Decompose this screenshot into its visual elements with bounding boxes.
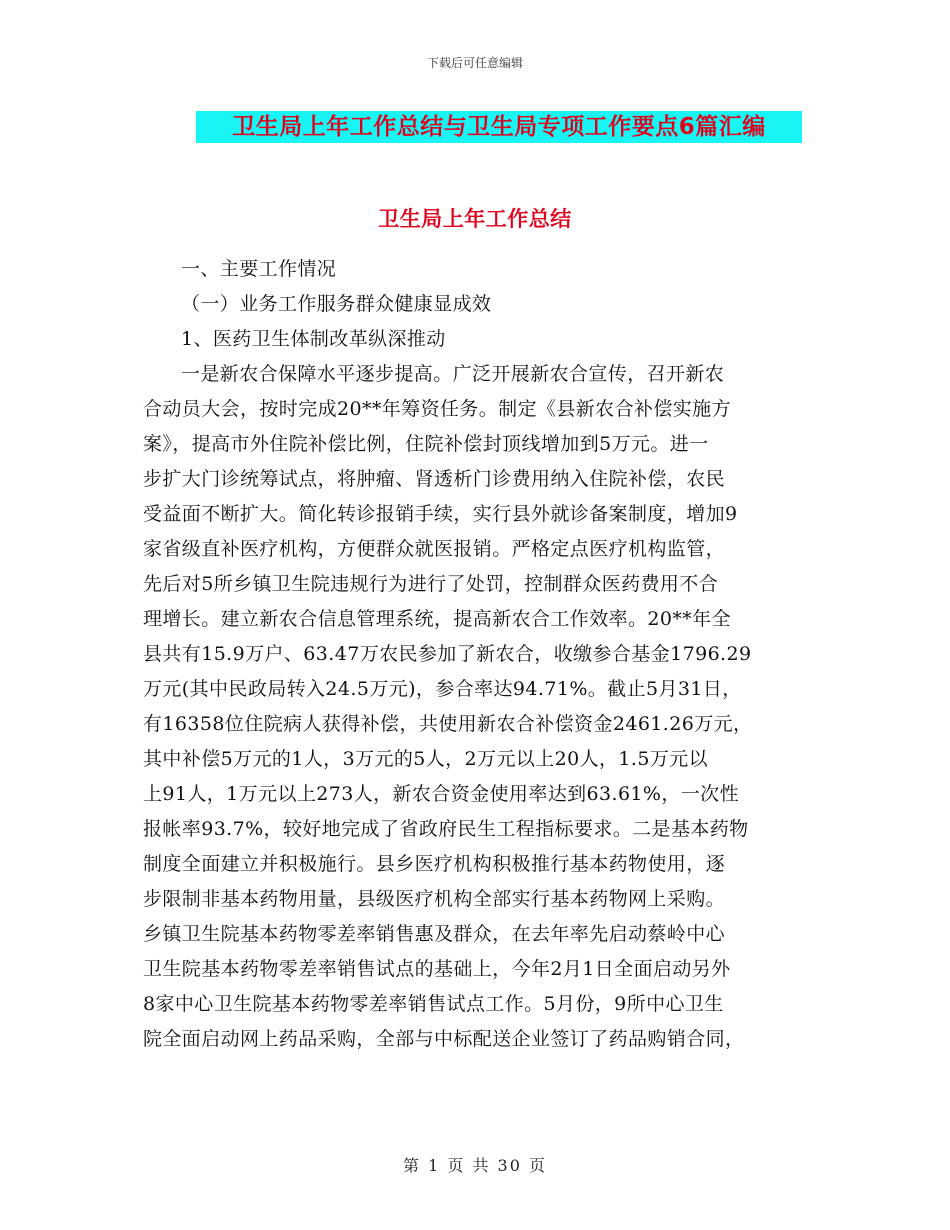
paragraph-line: 制度全面建立并积极施行。县乡医疗机构积极推行基本药物使用，逐 <box>143 853 726 875</box>
paragraph-line: 万元(其中民政局转入24.5万元)，参合率达94.71%。截止5月31日， <box>143 678 742 700</box>
document-body <box>143 252 813 1057</box>
paragraph-line: 先后对5所乡镇卫生院违规行为进行了处罚，控制群众医药费用不合 <box>143 573 719 595</box>
paragraph-line: 乡镇卫生院基本药物零差率销售惠及群众，在去年率先启动蔡岭中心 <box>143 923 726 945</box>
paragraph-line: 理增长。建立新农合信息管理系统，提高新农合工作效率。20**年全 <box>143 608 731 630</box>
heading-main-work: 一、主要工作情况 <box>181 258 337 280</box>
paragraph-line: 报帐率93.7%，较好地完成了省政府民生工程指标要求。二是基本药物 <box>143 818 749 840</box>
paragraph-line: 步限制非基本药物用量，县级医疗机构全部实行基本药物网上采购。 <box>143 888 726 910</box>
paragraph-line: 案》，提高市外住院补偿比例，住院补偿封顶线增加到5万元。进一 <box>143 433 709 455</box>
paragraph-line: 家省级直补医疗机构，方便群众就医报销。严格定点医疗机构监管， <box>143 538 726 560</box>
paragraph-line: 一是新农合保障水平逐步提高。广泛开展新农合宣传，召开新农 <box>181 363 725 385</box>
paragraph-line: 卫生院基本药物零差率销售试点的基础上，今年2月1日全面启动另外 <box>143 958 731 980</box>
paragraph-line: 有16358位住院病人获得补偿，共使用新农合补偿资金2461.26万元， <box>143 713 753 735</box>
paragraph-line: 受益面不断扩大。简化转诊报销手续，实行县外就诊备案制度，增加9 <box>143 503 738 525</box>
paragraph-line: 县共有15.9万户、63.47万农民参加了新农合，收缴参合基金1796.29 <box>143 643 752 665</box>
header-note: 下载后可任意编辑 <box>426 56 523 70</box>
document-title: 卫生局上年工作总结与卫生局专项工作要点6篇汇编 <box>232 114 766 140</box>
paragraph-line: 上91人，1万元以上273人，新农合资金使用率达到63.61%，一次性 <box>143 783 739 805</box>
heading-reform: 1、医药卫生体制改革纵深推动 <box>181 328 446 350</box>
paragraph-line: 步扩大门诊统筹试点，将肿瘤、肾透析门诊费用纳入住院补偿，农民 <box>143 468 726 490</box>
document-title-highlight <box>196 111 802 143</box>
page-number: 第 1 页 共 30 页 <box>403 1156 547 1175</box>
paragraph-line: 8家中心卫生院基本药物零差率销售试点工作。5月份，9所中心卫生 <box>143 993 724 1015</box>
paragraph-line: 其中补偿5万元的1人，3万元的5人，2万元以上20人，1.5万元以 <box>143 748 709 770</box>
heading-sub-business: （一）业务工作服务群众健康显成效 <box>181 293 492 315</box>
section-title: 卫生局上年工作总结 <box>378 207 572 231</box>
paragraph-line: 院全面启动网上药品采购，全部与中标配送企业签订了药品购销合同， <box>143 1028 745 1050</box>
paragraph-line: 合动员大会，按时完成20**年筹资任务。制定《县新农合补偿实施方 <box>143 398 731 420</box>
